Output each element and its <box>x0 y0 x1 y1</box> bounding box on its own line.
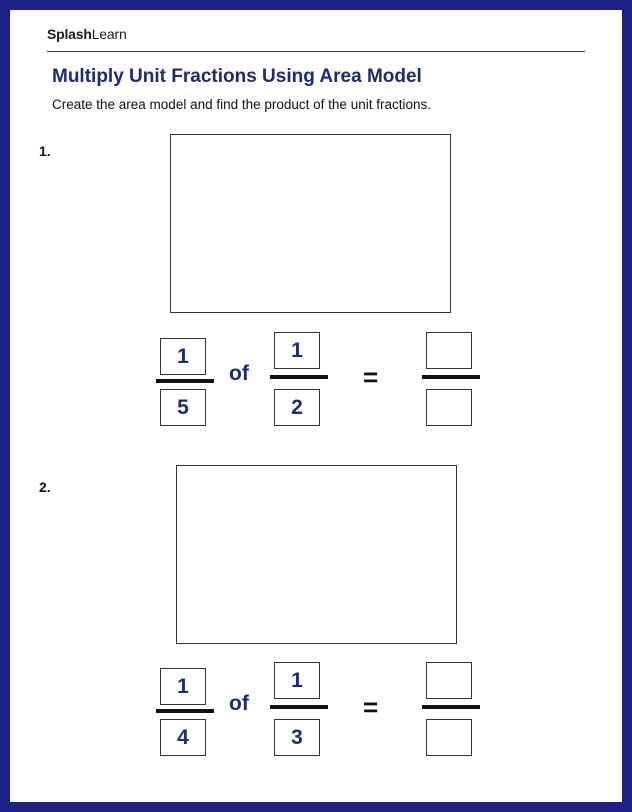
worksheet-page <box>10 10 622 802</box>
problem-2-equals-sign: = <box>363 692 379 722</box>
problem-2-answer-denominator-box[interactable] <box>426 719 472 756</box>
problem-1-fraction2-denominator: 2 <box>274 389 320 426</box>
problem-2-fraction1-bar <box>156 709 214 713</box>
problem-2-fraction2-denominator: 3 <box>274 719 320 756</box>
problem-1-fraction2-bar <box>270 375 328 379</box>
logo-bold-text: Splash <box>47 26 92 42</box>
problem-1-number: 1. <box>39 143 51 159</box>
problem-1-area-model-box[interactable] <box>170 134 451 313</box>
worksheet-title: Multiply Unit Fractions Using Area Model <box>52 66 422 87</box>
problem-2-fraction1-numerator: 1 <box>160 668 206 705</box>
problem-1-answer-denominator-box[interactable] <box>426 389 472 426</box>
problem-1-answer-bar <box>422 375 480 379</box>
problem-2-fraction2-numerator: 1 <box>274 662 320 699</box>
problem-2-fraction1-denominator: 4 <box>160 719 206 756</box>
worksheet-instruction: Create the area model and find the product of the unit fractions. <box>52 97 431 112</box>
header-divider <box>47 51 585 52</box>
problem-1-fraction1-denominator: 5 <box>160 389 206 426</box>
problem-1-answer-numerator-box[interactable] <box>426 332 472 369</box>
problem-1-equals-sign: = <box>363 362 379 392</box>
problem-2-of-word: of <box>229 692 249 715</box>
problem-2-number: 2. <box>39 479 51 495</box>
problem-2-answer-numerator-box[interactable] <box>426 662 472 699</box>
logo-regular-text: Learn <box>91 26 127 42</box>
problem-1-fraction1-bar <box>156 379 214 383</box>
problem-1-fraction2-numerator: 1 <box>274 332 320 369</box>
problem-2-area-model-box[interactable] <box>176 465 457 644</box>
problem-1-of-word: of <box>229 362 249 385</box>
splashlearn-logo <box>47 26 127 42</box>
problem-2-answer-bar <box>422 705 480 709</box>
problem-1-fraction1-numerator: 1 <box>160 338 206 375</box>
problem-2-fraction2-bar <box>270 705 328 709</box>
